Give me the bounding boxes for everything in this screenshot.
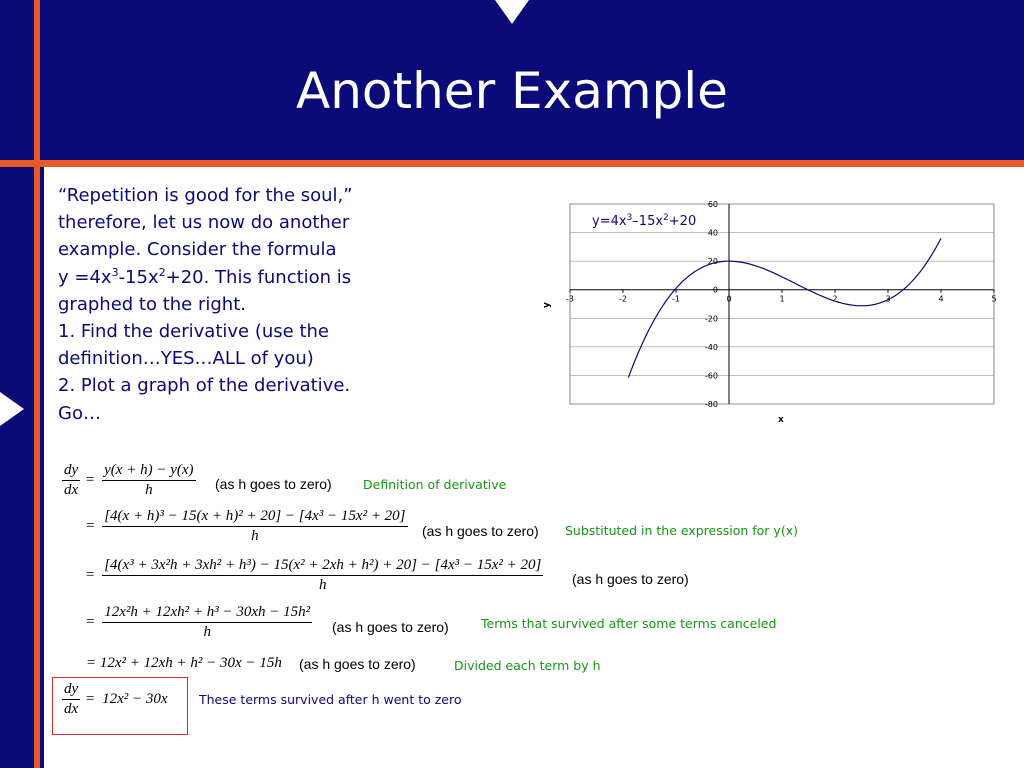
side-triangle-icon	[0, 392, 24, 426]
body-text: “Repetition is good for the soul,” therefore, let us now do another example. Consider the formula $y =4x^3-15x^2+20$. This function is graphed to the right. 1. Find the derivative (use the definition…YES…ALL of you) 2. Plot a graph of the derivative. Go…	[58, 185, 353, 424]
limit-definition-fraction: $\frac{y(x + h) - y(x)}{h}$	[104, 462, 194, 498]
x-tick-label: 5	[991, 294, 997, 304]
limit-condition: (as h goes to zero)	[572, 571, 689, 587]
canceled-fraction: $\frac{\text{12x²h + 12xh² + h³ − 30xh − 15h²}}{h}$	[104, 604, 311, 640]
note-divided: Divided each term by h	[454, 658, 601, 673]
derivation-row-4: = $\frac{\text{12x²h + 12xh² + h³ − 30xh − 15h²}}{h}$	[86, 604, 311, 640]
y-axis-label: y	[542, 302, 552, 308]
x-tick-label: -1	[672, 294, 680, 304]
expanded-fraction: [4(x³ + 3x²h + 3xh² + h³) − 15(x² + 2xh + h²) + 20] − [4x³ − 15x² + 20] h	[104, 557, 542, 593]
y-tick-label: -20	[704, 314, 718, 324]
x-tick-label: 0	[726, 294, 732, 304]
x-tick-label: 1	[779, 294, 785, 304]
y-tick-label: -40	[704, 342, 718, 352]
note-definition: Definition of derivative	[363, 477, 507, 492]
y-tick-label: 0	[712, 285, 718, 295]
derivation-row-1: $\frac{dy}{dx}$ = $\frac{y(x + h) - y(x)}{h}$	[64, 462, 194, 498]
note-substituted: Substituted in the expression for y(x)	[565, 523, 798, 538]
derivation-row-5: = 12x² + 12xh + h² − 30x − 15h	[86, 655, 282, 671]
x-tick-label: 2	[832, 294, 838, 304]
x-tick-label: -2	[619, 294, 627, 304]
y-tick-label: -60	[704, 371, 718, 381]
x-tick-label: 4	[938, 294, 944, 304]
limit-condition: (as h goes to zero)	[299, 656, 416, 672]
left-accent-line	[34, 0, 40, 768]
note-canceled: Terms that survived after some terms canceled	[481, 616, 777, 631]
limit-condition: (as h goes to zero)	[332, 619, 449, 635]
derivation-row-2: = $\frac{\text{[4(x + h)³ − 15(x + h)² + 20] − [4x³ − 15x² + 20]}}{h}$	[86, 508, 406, 544]
substituted-fraction: $\frac{\text{[4(x + h)³ − 15(x + h)² + 20] − [4x³ − 15x² + 20]}}{h}$	[104, 508, 406, 544]
equation-label: $y=4x^3-15x^2+20$	[592, 213, 697, 229]
note-survived: These terms survived after h went to zero	[199, 692, 462, 707]
limit-condition: (as h goes to zero)	[422, 523, 539, 539]
y-tick-label: 20	[707, 257, 718, 267]
page-title: Another Example	[296, 62, 728, 120]
derivation-row-3: = [4(x³ + 3x²h + 3xh² + h³) − 15(x² + 2xh + h²) + 20] − [4x³ − 15x² + 20] h	[86, 557, 542, 593]
function-graph	[540, 192, 1010, 427]
plot-area	[570, 204, 997, 404]
y-tick-label: 60	[707, 200, 718, 209]
top-triangle-icon	[495, 0, 529, 24]
header-accent-line	[0, 160, 1024, 167]
y-tick-label: 40	[707, 228, 718, 238]
x-tick-label: -3	[566, 294, 574, 304]
dy-dx-fraction: $\frac{dy}{dx}$	[64, 681, 79, 717]
derivation-result: $\frac{dy}{dx}$ = 12x² − 30x	[64, 681, 168, 717]
dy-dx-fraction: $\frac{dy}{dx}$	[64, 462, 79, 498]
y-tick-label: -80	[704, 400, 718, 409]
x-tick-label: 3	[885, 294, 891, 304]
x-axis-label: x	[778, 415, 784, 425]
limit-condition: (as h goes to zero)	[215, 476, 332, 492]
